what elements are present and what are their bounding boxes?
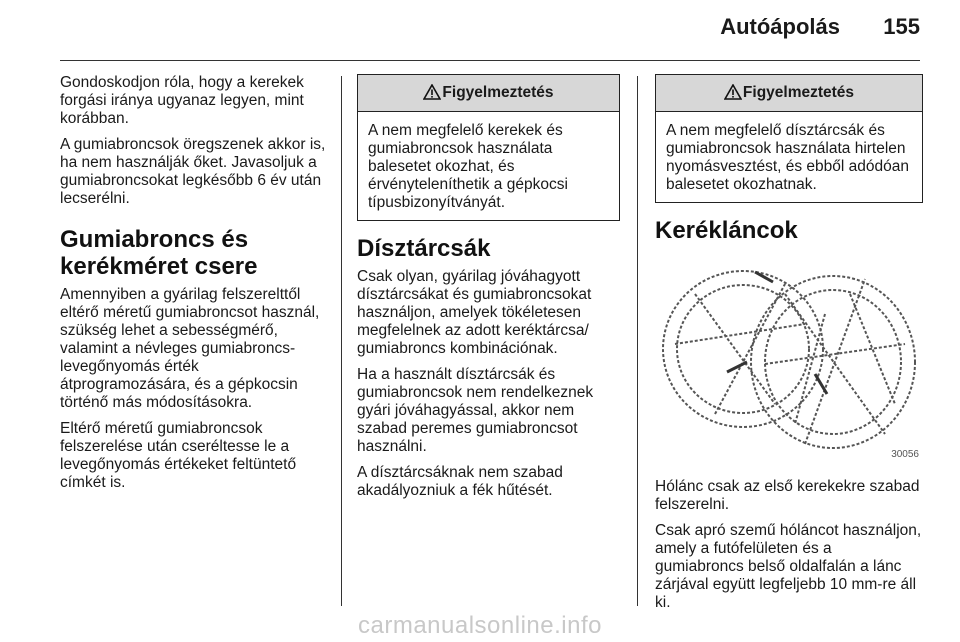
paragraph: A dísztárcsáknak nem szabad akadályozniuk a fék hűtését. bbox=[357, 464, 563, 499]
page-number: 155 bbox=[883, 14, 920, 39]
warning-title: Figyelmeztetés bbox=[742, 84, 855, 101]
figure-code: 30056 bbox=[891, 449, 919, 460]
paragraph: Ha a használt dísztárcsák és gumiabroncsok nem rendelkeznek gyári jóváhagyással, akkor nem szabad peremes gumiabroncsot használni. bbox=[357, 366, 594, 455]
warning-title: Figyelmeztetés bbox=[442, 84, 554, 101]
warning-text: A nem megfelelő dísztárcsák és gumiabroncsok használata hirtelen nyomásvesztést, és ebből adódóan balesetet okozhatnak. bbox=[666, 122, 909, 193]
header-divider bbox=[60, 60, 920, 61]
warning-box bbox=[357, 74, 620, 221]
warning-header bbox=[656, 75, 922, 112]
column-divider-1 bbox=[341, 76, 342, 606]
snow-chain-illustration bbox=[655, 254, 923, 464]
column-3 bbox=[655, 74, 923, 620]
section-heading-snow-chains: Kerékláncok bbox=[655, 217, 798, 244]
column-2 bbox=[357, 74, 620, 508]
section-heading-hubcaps: Dísztárcsák bbox=[357, 235, 491, 262]
watermark: carmanualsonline.info bbox=[358, 612, 602, 639]
paragraph: Csak olyan, gyárilag jóváhagyott dísztárcsákat és gumiabroncsokat használjon, amelyek tökéletesen megfelelnek az adott keréktárcsa/ gumiabroncs kombinációnak. bbox=[357, 268, 592, 357]
paragraph: A gumiabroncsok öregszenek akkor is, ha nem használják őket. Javasoljuk a gumiabroncsokat legkésőbb 6 év után lecserélni. bbox=[60, 136, 326, 207]
paragraph: Hólánc csak az első kerekekre szabad felszerelni. bbox=[655, 478, 920, 513]
warning-box bbox=[655, 74, 923, 203]
column-divider-2 bbox=[637, 76, 638, 606]
paragraph: Csak apró szemű hóláncot használjon, amely a futófelületen és a gumiabroncs belső oldalfalán a lánc zárjával együtt legfeljebb 10 mm-re áll ki. bbox=[655, 522, 922, 611]
warning-triangle-icon bbox=[423, 83, 441, 103]
warning-text: A nem megfelelő kerekek és gumiabroncsok használata balesetet okozhat, és érvényteleníthetik a gépkocsi típusbizonyítványát. bbox=[368, 122, 568, 211]
paragraph: Gondoskodjon róla, hogy a kerekek forgási iránya ugyanaz legyen, mint korábban. bbox=[60, 74, 304, 127]
section-heading-tyre-size: Gumiabroncs és kerékméret csere bbox=[60, 226, 258, 280]
warning-triangle-icon bbox=[724, 83, 742, 103]
warning-header bbox=[358, 75, 619, 112]
column-1 bbox=[60, 74, 326, 500]
page-header bbox=[0, 0, 960, 62]
paragraph: Eltérő méretű gumiabroncsok felszerelése után cseréltesse le a levegőnyomás értékeket feltüntető címkét is. bbox=[60, 420, 297, 491]
header-title: Autóápolás bbox=[720, 14, 840, 39]
paragraph: Amennyiben a gyárilag felszerelttől eltérő méretű gumiabroncsot használ, szükség lehet a sebességmérő, valamint a névleges gumiabroncs-levegőnyomás érték átprogramozására, és a gépkocsin történő más módosításokra. bbox=[60, 286, 320, 411]
